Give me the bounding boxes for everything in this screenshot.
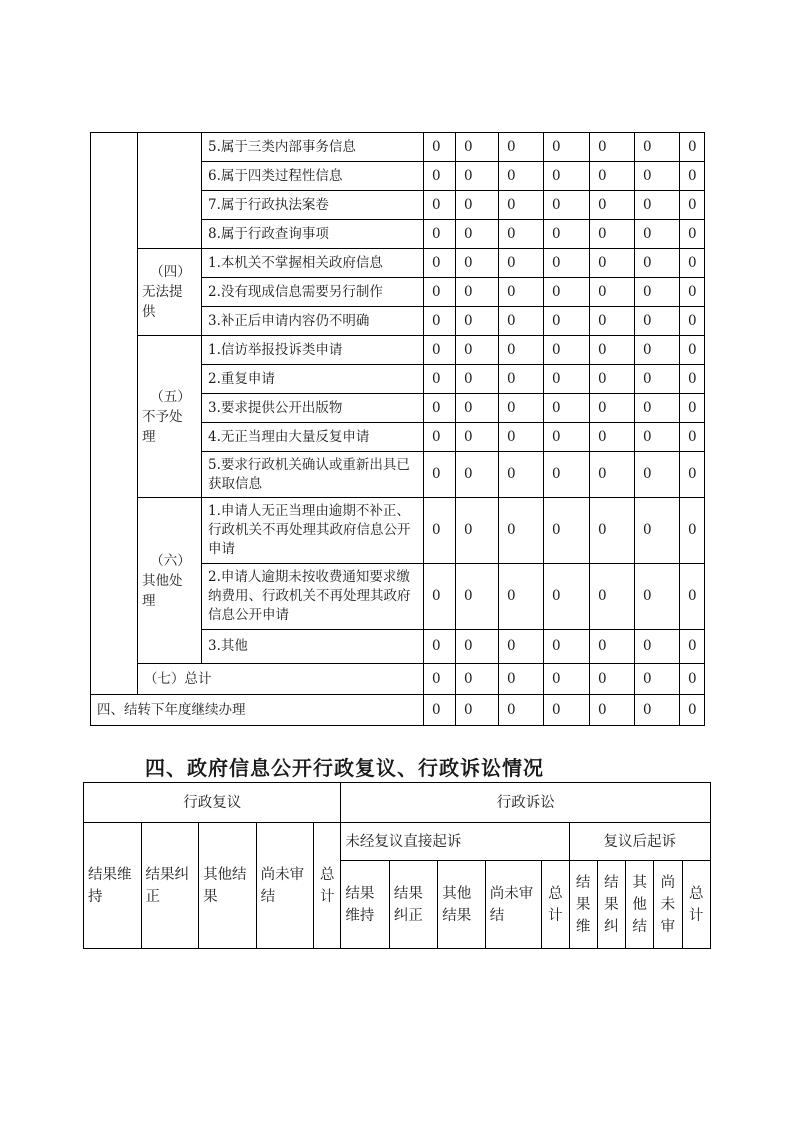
value-cell: 0: [424, 498, 456, 564]
value-cell: 0: [680, 133, 705, 162]
value-cell: 0: [544, 278, 590, 307]
value-cell: 0: [544, 423, 590, 452]
row-label: 5.要求行政机关确认或重新出具已获取信息: [202, 452, 424, 498]
value-cell: 0: [456, 452, 499, 498]
value-cell: 0: [590, 336, 635, 365]
value-cell: 0: [499, 249, 544, 278]
value-cell: 0: [424, 249, 456, 278]
value-cell: 0: [680, 365, 705, 394]
value-cell: 0: [680, 664, 705, 695]
value-cell: 0: [544, 365, 590, 394]
value-cell: 0: [456, 630, 499, 664]
row-label: 1.申请人无正当理由逾期不补正、行政机关不再处理其政府信息公开申请: [202, 498, 424, 564]
row-label: 3.补正后申请内容仍不明确: [202, 307, 424, 336]
value-cell: 0: [544, 191, 590, 220]
value-cell: 0: [635, 220, 680, 249]
value-cell: 0: [590, 220, 635, 249]
value-cell: 0: [635, 630, 680, 664]
value-cell: 0: [590, 249, 635, 278]
value-cell: 0: [635, 452, 680, 498]
value-cell: 0: [424, 191, 456, 220]
row-label: 2.申请人逾期未按收费通知要求缴纳费用、行政机关不再处理其政府信息公开申请: [202, 564, 424, 630]
value-cell: 0: [635, 664, 680, 695]
category-label: [138, 249, 202, 336]
review-col-3: 尚未审结: [256, 823, 314, 949]
row-label: 2.没有现成信息需要另行制作: [202, 278, 424, 307]
value-cell: 0: [499, 307, 544, 336]
value-cell: 0: [499, 498, 544, 564]
value-cell: 0: [456, 695, 499, 726]
value-cell: 0: [544, 336, 590, 365]
review-col-4: 总计: [314, 823, 341, 949]
value-cell: 0: [590, 664, 635, 695]
value-cell: 0: [590, 498, 635, 564]
value-cell: 0: [680, 695, 705, 726]
value-cell: 0: [635, 162, 680, 191]
litigation-header: 行政诉讼: [341, 783, 711, 823]
value-cell: 0: [680, 498, 705, 564]
value-cell: 0: [424, 278, 456, 307]
value-cell: 0: [499, 452, 544, 498]
carryover-label: 四、结转下年度继续办理: [91, 695, 424, 726]
review-col-1: 结果纠正: [141, 823, 199, 949]
value-cell: 0: [456, 220, 499, 249]
value-cell: 0: [635, 307, 680, 336]
category-label-line: 供: [142, 304, 156, 320]
value-cell: 0: [590, 394, 635, 423]
value-cell: 0: [544, 452, 590, 498]
value-cell: 0: [544, 394, 590, 423]
row-label: 4.无正当理由大量反复申请: [202, 423, 424, 452]
section-title: 四、政府信息公开行政复议、行政诉讼情况: [145, 756, 544, 780]
value-cell: 0: [680, 307, 705, 336]
value-cell: 0: [456, 365, 499, 394]
value-cell: 0: [680, 394, 705, 423]
value-cell: 0: [424, 162, 456, 191]
value-cell: 0: [456, 191, 499, 220]
value-cell: 0: [590, 630, 635, 664]
review-header: 行政复议: [84, 783, 341, 823]
row-label: 8.属于行政查询事项: [202, 220, 424, 249]
value-cell: 0: [680, 249, 705, 278]
value-cell: 0: [424, 630, 456, 664]
after-col-1: 结果纠: [597, 861, 625, 949]
value-cell: 0: [499, 394, 544, 423]
row-label: 6.属于四类过程性信息: [202, 162, 424, 191]
category-label: [138, 498, 202, 664]
review-litigation-table: [83, 782, 711, 949]
value-cell: 0: [635, 249, 680, 278]
row-label: 7.属于行政执法案卷: [202, 191, 424, 220]
value-cell: 0: [635, 695, 680, 726]
row-label: 2.重复申请: [202, 365, 424, 394]
row-label: 3.要求提供公开出版物: [202, 394, 424, 423]
value-cell: 0: [456, 162, 499, 191]
value-cell: 0: [635, 278, 680, 307]
after-col-2: 其他结: [626, 861, 654, 949]
value-cell: 0: [635, 365, 680, 394]
direct-col-4: 总计: [542, 861, 569, 949]
review-col-0: 结果维持: [84, 823, 142, 949]
after-col-3: 尚未审: [654, 861, 682, 949]
value-cell: 0: [499, 630, 544, 664]
value-cell: 0: [680, 564, 705, 630]
after-col-0: 结果维: [569, 861, 597, 949]
value-cell: 0: [456, 498, 499, 564]
value-cell: 0: [590, 695, 635, 726]
direct-col-2: 其他结果: [438, 861, 485, 949]
direct-col-3: 尚未审结: [485, 861, 542, 949]
category-label-line: 理: [142, 428, 156, 445]
row-label: 5.属于三类内部事务信息: [202, 133, 424, 162]
direct-suit-header: 未经复议直接起诉: [341, 823, 569, 861]
value-cell: 0: [424, 695, 456, 726]
value-cell: 0: [499, 191, 544, 220]
value-cell: 0: [424, 365, 456, 394]
value-cell: 0: [499, 423, 544, 452]
value-cell: 0: [499, 133, 544, 162]
value-cell: 0: [590, 133, 635, 162]
row-label: 1.信访举报投诉类申请: [202, 336, 424, 365]
after-col-4: 总计: [682, 861, 711, 949]
outer-category-cell: [91, 133, 138, 695]
category-label-line: 不予处: [142, 408, 183, 425]
row-label: 3.其他: [202, 630, 424, 664]
value-cell: 0: [544, 630, 590, 664]
value-cell: 0: [680, 162, 705, 191]
value-cell: 0: [590, 564, 635, 630]
value-cell: 0: [456, 336, 499, 365]
value-cell: 0: [544, 695, 590, 726]
category-label-line: （五）: [150, 388, 191, 405]
value-cell: 0: [680, 220, 705, 249]
value-cell: 0: [680, 630, 705, 664]
value-cell: 0: [590, 365, 635, 394]
value-cell: 0: [544, 220, 590, 249]
value-cell: 0: [590, 452, 635, 498]
application-handling-table: [90, 132, 705, 726]
value-cell: 0: [424, 564, 456, 630]
value-cell: 0: [544, 498, 590, 564]
after-review-header: 复议后起诉: [569, 823, 711, 861]
value-cell: 0: [456, 564, 499, 630]
direct-col-1: 结果纠正: [389, 861, 437, 949]
category-label: [138, 336, 202, 498]
value-cell: 0: [635, 336, 680, 365]
value-cell: 0: [456, 394, 499, 423]
value-cell: 0: [424, 452, 456, 498]
value-cell: 0: [635, 394, 680, 423]
value-cell: 0: [590, 307, 635, 336]
value-cell: 0: [499, 365, 544, 394]
value-cell: 0: [424, 664, 456, 695]
value-cell: 0: [424, 220, 456, 249]
value-cell: 0: [544, 664, 590, 695]
value-cell: 0: [680, 336, 705, 365]
value-cell: 0: [590, 162, 635, 191]
value-cell: 0: [456, 278, 499, 307]
value-cell: 0: [499, 162, 544, 191]
value-cell: 0: [544, 249, 590, 278]
category-label-line: 无法提: [142, 284, 183, 300]
value-cell: 0: [680, 191, 705, 220]
value-cell: 0: [680, 278, 705, 307]
value-cell: 0: [544, 162, 590, 191]
value-cell: 0: [499, 664, 544, 695]
value-cell: 0: [635, 498, 680, 564]
value-cell: 0: [424, 133, 456, 162]
value-cell: 0: [544, 133, 590, 162]
value-cell: 0: [499, 564, 544, 630]
category-label-line: （四）: [150, 264, 191, 280]
subcategory-cell: [138, 133, 202, 249]
category-label-line: 其他处: [142, 572, 183, 589]
value-cell: 0: [544, 307, 590, 336]
value-cell: 0: [590, 278, 635, 307]
direct-col-0: 结果维持: [341, 861, 389, 949]
value-cell: 0: [635, 191, 680, 220]
value-cell: 0: [544, 564, 590, 630]
value-cell: 0: [590, 191, 635, 220]
value-cell: 0: [424, 307, 456, 336]
category-label-line: 理: [142, 592, 156, 609]
value-cell: 0: [456, 307, 499, 336]
value-cell: 0: [499, 336, 544, 365]
value-cell: 0: [499, 278, 544, 307]
value-cell: 0: [635, 564, 680, 630]
value-cell: 0: [499, 695, 544, 726]
review-col-2: 其他结果: [199, 823, 257, 949]
value-cell: 0: [590, 423, 635, 452]
category-label-line: （六）: [150, 552, 191, 569]
row-label: 1.本机关不掌握相关政府信息: [202, 249, 424, 278]
value-cell: 0: [424, 336, 456, 365]
value-cell: 0: [456, 249, 499, 278]
total-label: （七）总计: [138, 664, 424, 695]
value-cell: 0: [456, 664, 499, 695]
value-cell: 0: [680, 452, 705, 498]
value-cell: 0: [424, 423, 456, 452]
value-cell: 0: [456, 423, 499, 452]
value-cell: 0: [635, 133, 680, 162]
value-cell: 0: [635, 423, 680, 452]
value-cell: 0: [456, 133, 499, 162]
value-cell: 0: [499, 220, 544, 249]
value-cell: 0: [680, 423, 705, 452]
value-cell: 0: [424, 394, 456, 423]
